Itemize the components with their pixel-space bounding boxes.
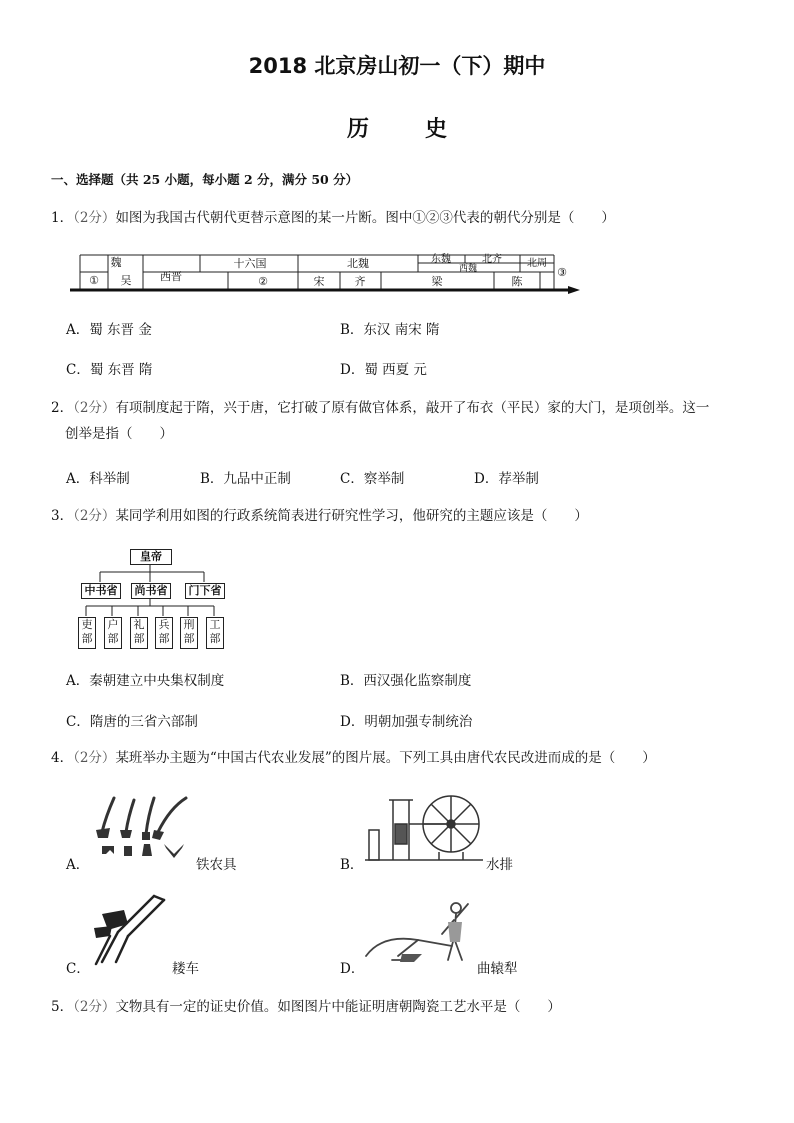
q1-option-d[interactable]: D．蜀 西夏 元 <box>340 362 427 378</box>
q2-option-c[interactable]: C．察举制 <box>340 471 405 487</box>
question-5 <box>51 994 561 1020</box>
question-number: 4． <box>51 750 74 766</box>
subject-title <box>0 112 794 143</box>
q2-option-b[interactable]: B．九品中正制 <box>200 471 291 487</box>
question-number: 1． <box>51 210 74 226</box>
question-4 <box>51 745 656 771</box>
timeline-label: 魏 <box>110 256 122 269</box>
chart-level3-box: 工部 <box>206 617 224 649</box>
question-text: 如图为我国古代朝代更替示意图的某一片断。图中①②③代表的朝代分别是（ ） <box>115 210 615 226</box>
q4-option-c-label: 耧车 <box>172 961 199 977</box>
q1-option-a[interactable]: A．蜀 东晋 金 <box>66 322 152 338</box>
question-number: 2． <box>51 400 74 416</box>
subject-char-1: 历 <box>346 117 369 142</box>
timeline-label: 西魏 <box>458 264 478 274</box>
question-score: （2分） <box>73 750 116 766</box>
timeline-arrow-head <box>568 286 580 294</box>
q3-option-b[interactable]: B．西汉强化监察制度 <box>340 673 472 689</box>
chart-level2-box: 中书省 <box>81 583 121 599</box>
timeline-label: 北魏 <box>347 257 369 270</box>
q4-option-d-letter[interactable]: D． <box>340 961 365 977</box>
question-score: （2分） <box>73 210 116 226</box>
chart-level3-box: 吏部 <box>78 617 96 649</box>
page-title: 2018 北京房山初一（下）期中 <box>248 54 546 78</box>
chart-level2-box: 尚书省 <box>131 583 171 599</box>
question-text: 文物具有一定的证史价值。如图图片中能证明唐朝陶瓷工艺水平是（ ） <box>115 999 561 1015</box>
question-text: 某班举办主题为“中国古代农业发展”的图片展。下列工具由唐代农民改进而成的是（ ） <box>115 750 656 766</box>
question-score: （2分） <box>73 508 116 524</box>
question-score: （2分） <box>73 400 116 416</box>
chart-level3-box: 刑部 <box>180 617 198 649</box>
curved-plough-image[interactable] <box>362 898 474 970</box>
seed-drill-image[interactable] <box>88 892 168 968</box>
q3-option-a[interactable]: A．秦朝建立中央集权制度 <box>66 673 225 689</box>
chart-level3-box: 户部 <box>104 617 122 649</box>
question-2 <box>51 395 751 447</box>
timeline-diagram <box>70 252 582 296</box>
timeline-label: ② <box>258 275 268 288</box>
timeline-label: 西晋 <box>160 270 182 283</box>
chart-level3-box: 兵部 <box>155 617 173 649</box>
q1-option-c[interactable]: C．蜀 东晋 隋 <box>66 362 153 378</box>
q2-option-d[interactable]: D．荐举制 <box>474 471 539 487</box>
admin-system-chart <box>74 546 226 650</box>
timeline-label: 北周 <box>527 258 547 269</box>
subject-char-2: 史 <box>425 117 448 142</box>
question-text: 有项制度起于隋，兴于唐，它打破了原有做官体系，敲开了布衣（平民）家的大门，是项创举。这一 <box>115 400 710 416</box>
question-number: 3． <box>51 508 74 524</box>
q3-option-c[interactable]: C．隋唐的三省六部制 <box>66 714 198 730</box>
q4-option-d-label: 曲辕犁 <box>477 961 518 977</box>
timeline-label: 齐 <box>354 275 366 288</box>
chart-level2-box: 门下省 <box>185 583 225 599</box>
q4-option-a-letter[interactable]: A． <box>66 857 90 873</box>
timeline-label: 梁 <box>431 275 443 288</box>
timeline-label: ③ <box>557 266 567 279</box>
chart-level3-box: 礼部 <box>130 617 148 649</box>
question-1 <box>51 205 615 231</box>
chart-root-box: 皇帝 <box>130 549 172 565</box>
timeline-label: 北齐 <box>482 254 502 265</box>
q4-option-c-letter[interactable]: C． <box>66 961 90 977</box>
question-text-continued: 创举是指（ ） <box>65 426 173 442</box>
water-bellows-image[interactable] <box>365 790 485 866</box>
q2-option-a[interactable]: A．科举制 <box>66 471 130 487</box>
timeline-label: 宋 <box>313 275 325 288</box>
q3-option-d[interactable]: D．明朝加强专制统治 <box>340 714 473 730</box>
iron-tools-image[interactable] <box>92 792 196 864</box>
timeline-label: 陈 <box>511 275 523 288</box>
q4-option-a-label: 铁农具 <box>196 857 237 873</box>
question-text: 某同学利用如图的行政系统简表进行研究性学习，他研究的主题应该是（ ） <box>115 508 588 524</box>
dynasty-timeline <box>70 252 582 296</box>
timeline-label: ① <box>89 274 99 287</box>
timeline-label: 东魏 <box>431 254 451 265</box>
q4-option-b-label: 水排 <box>486 857 513 873</box>
question-number: 5． <box>51 999 74 1015</box>
question-3 <box>51 503 588 529</box>
timeline-label: 吴 <box>120 274 132 287</box>
timeline-label: 十六国 <box>233 257 267 270</box>
q1-option-b[interactable]: B．东汉 南宋 隋 <box>340 322 440 338</box>
section-heading: 一、选择题（共 25 小题，每小题 2 分，满分 50 分） <box>51 172 359 187</box>
q4-option-b-letter[interactable]: B． <box>340 857 364 873</box>
question-score: （2分） <box>73 999 116 1015</box>
